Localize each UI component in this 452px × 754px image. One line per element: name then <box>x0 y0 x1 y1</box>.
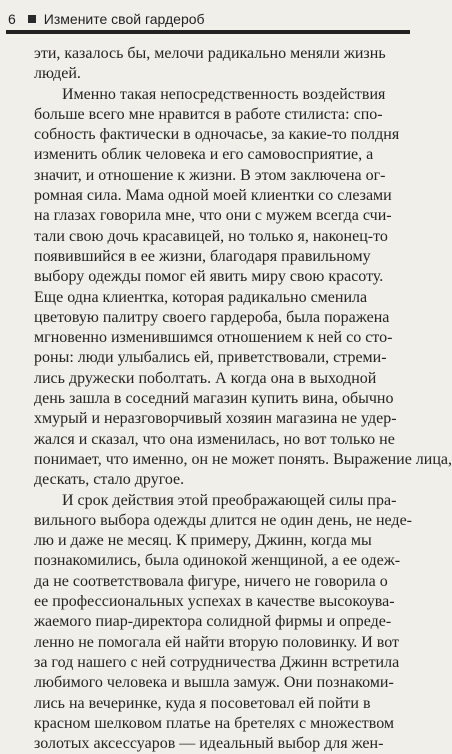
text-line: лись дружески поболтать. А когда она в выходной <box>34 369 377 387</box>
text-line: больше всего мне нравится в работе стилиста: спо- <box>34 105 383 123</box>
text-line: дескать, стало другое. <box>34 471 185 489</box>
text-line: вильного выбора одежды длится не один день, не неде- <box>34 511 412 529</box>
text-line: хмурый и неразговорчивый хозяин магазина не удер- <box>34 410 397 428</box>
text-line: тали свою дочь красавицей, но только я, наконец-то <box>34 227 388 245</box>
text-line: на глазах говорила мне, что они с мужем всегда счи- <box>34 207 392 225</box>
text-line: лись на вечеринке, куда я посоветовал ей пойти в <box>34 694 371 712</box>
text-line: эти, казалось бы, мелочи радикально меняли жизнь <box>34 45 386 62</box>
text-body <box>34 44 452 754</box>
text-line: появившийся в ее жизни, благодаря правильному <box>34 247 371 265</box>
text-line: жаемого пиар-директора солидной фирмы и опреде- <box>34 613 392 631</box>
text-line: значит, и отношение к жизни. В этом заключена ог- <box>34 166 386 184</box>
paragraph-start: И срок действия этой преображающей силы пра- <box>62 491 397 509</box>
text-line: выбору одежды помог ей явить миру свою красоту. <box>34 268 384 286</box>
square-bullet-icon <box>28 15 36 23</box>
header-rule <box>6 30 410 34</box>
text-line: любимого человека и вышла замуж. Они познакоми- <box>34 674 394 692</box>
text-line: людей. <box>34 65 81 83</box>
text-line: Еще одна клиентка, которая радикально сменила <box>34 288 368 306</box>
text-line: лю и даже не месяц. К примеру, Джинн, когда мы <box>34 532 372 550</box>
running-header <box>6 8 410 30</box>
text-line: собность фактически в одночасье, за какие-то полдня <box>34 126 400 144</box>
text-line: красном шелковом платье на бретелях с множеством <box>34 714 395 732</box>
text-line: да не соответствовала фигуре, ничего не говорила о <box>34 572 388 590</box>
text-line: за год нашего с ней сотрудничества Джинн встретила <box>34 653 400 671</box>
text-line: день зашла в соседний магазин купить вина, обычно <box>34 390 394 408</box>
text-line: ее профессиональных успехах в качестве высокоува- <box>34 593 395 611</box>
text-line: ромная сила. Мама одной моей клиентки со слезами <box>34 187 392 205</box>
text-line: цветовую палитру своего гардероба, была поражена <box>34 308 390 326</box>
paragraph-start: Именно такая непосредственность воздействия <box>62 85 386 103</box>
chapter-title: Измените свой гардероб <box>43 11 205 27</box>
text-line: жался и сказал, что она изменилась, но вот только не <box>34 430 395 448</box>
text-line: роны: люди улыбались ей, приветствовали, стреми- <box>34 349 387 367</box>
text-line: изменить облик человека и его самовосприятие, а <box>34 146 374 164</box>
text-line: понимает, что именно, он не может понять. Выражение лица, <box>34 450 452 468</box>
text-line: золотых аксессуаров — идеальный выбор для жен- <box>34 735 384 753</box>
page-number: 6 <box>8 11 16 27</box>
text-line: познакомились, была одинокой женщиной, а ее одеж- <box>34 552 401 570</box>
text-line: ленно не помогала ей найти вторую половинку. И вот <box>34 633 400 651</box>
text-line: мгновенно изменившимся отношением к ней со сто- <box>34 329 393 347</box>
